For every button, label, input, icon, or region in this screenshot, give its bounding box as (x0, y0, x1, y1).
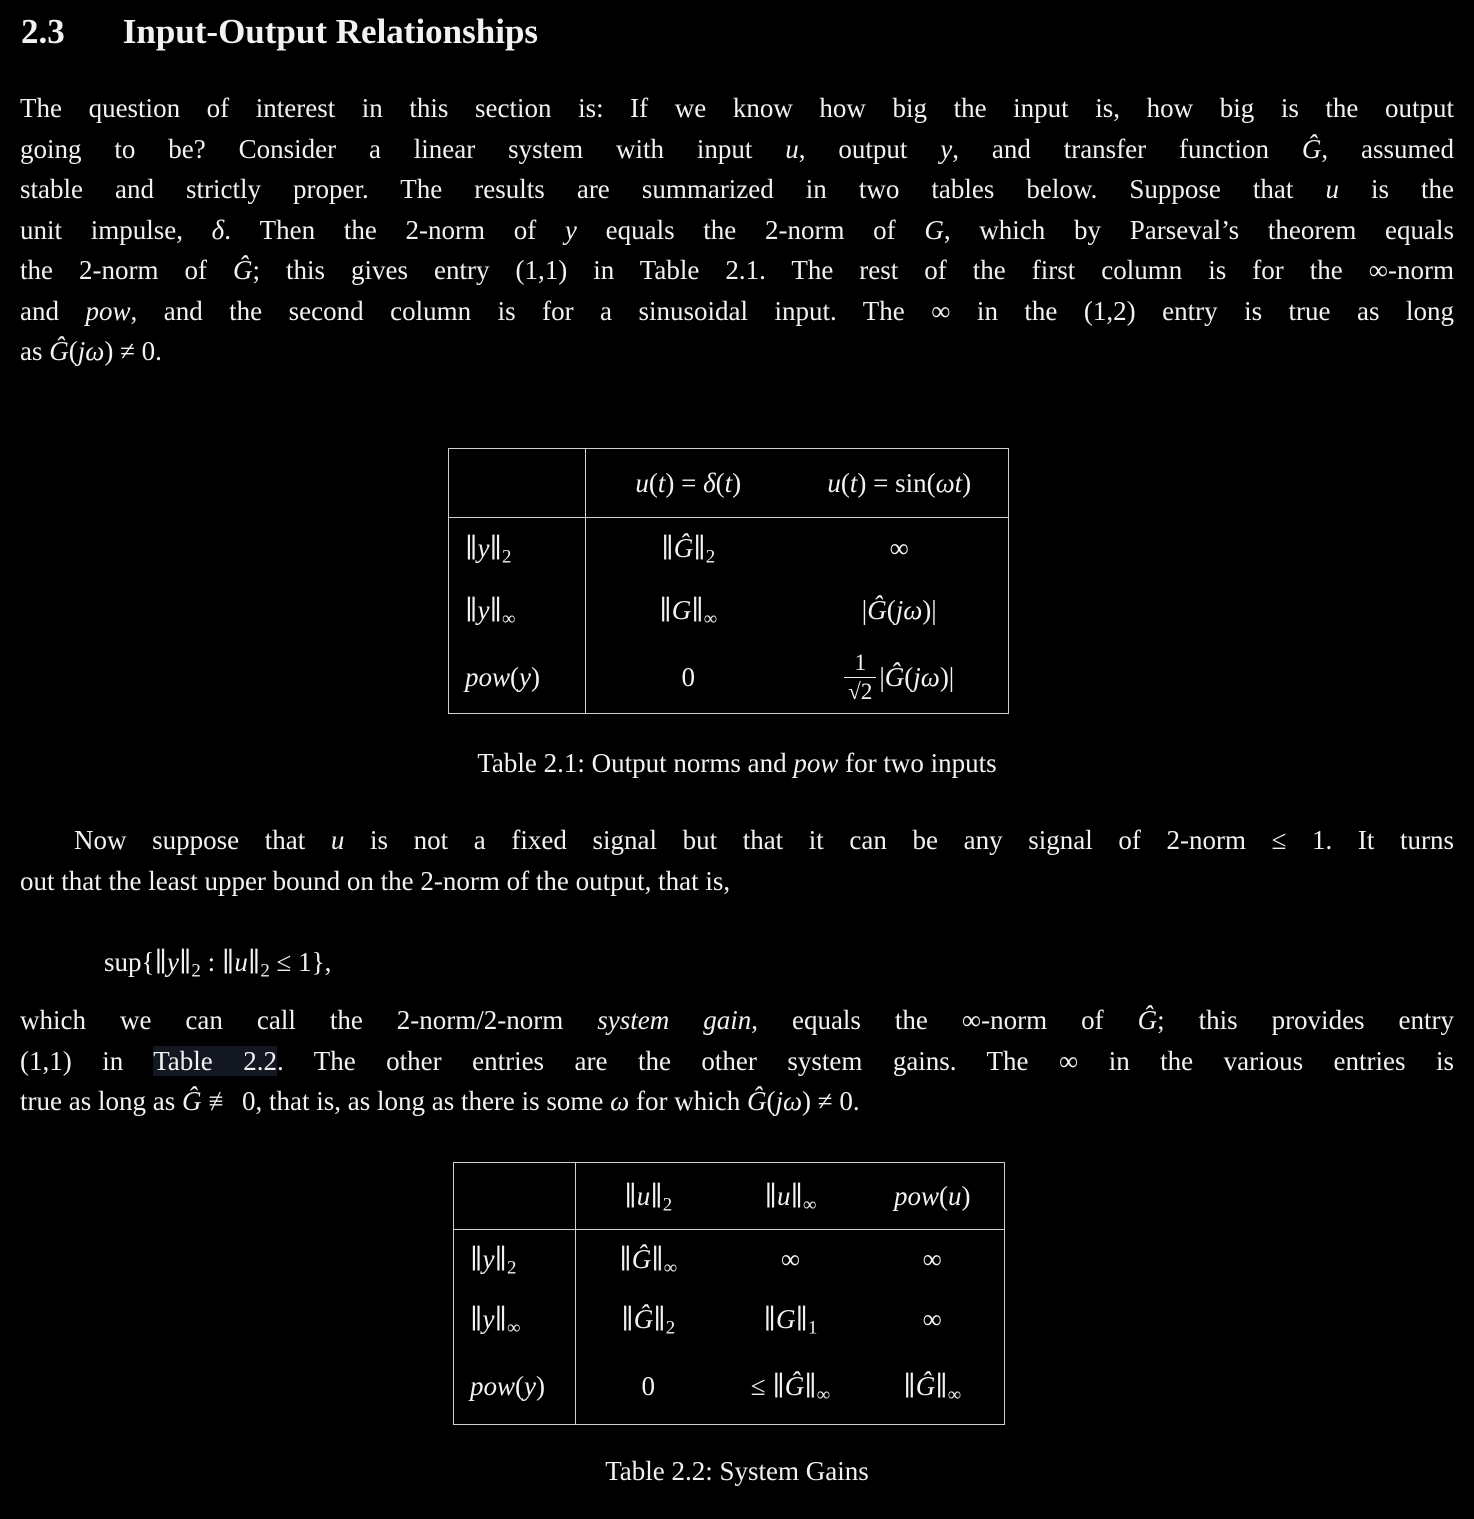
row-label: $\parallel y\parallel_\infty$ (449, 580, 586, 642)
paragraph-3 (20, 1000, 1454, 1122)
display-formula: $sup\{\parallel y\parallel_2$ : $\parallel u\parallel_2 \le 1$}, (104, 947, 332, 982)
text-line: going to be? Consider a linear system with input u, output y, and transfer function Ĝ, assumed (20, 133, 1454, 164)
value-cell: $\parallel Ĝ\parallel_2$ (661, 533, 716, 568)
value-cell: $\parallel Ĝ\parallel_\infty$ (619, 1244, 678, 1279)
fraction (844, 650, 876, 704)
section-heading (21, 12, 538, 52)
table-row (449, 580, 1009, 642)
table-2-1-caption: Table 2.1: Output norms and pow for two inputs (477, 748, 997, 778)
table-2-2-link[interactable]: Table 2.2 (153, 1045, 277, 1076)
table-2-1 (448, 448, 1009, 714)
value-cell: |Ĝ(jω)| (861, 595, 937, 625)
text-line: (1,1) in Table 2.2. The other entries are the other system gains. The ∞ in the various entries is (20, 1045, 1454, 1076)
value-cell: $\parallel G\parallel_1$ (763, 1304, 818, 1339)
table-row (454, 1290, 1005, 1350)
output-norms-table (448, 448, 1009, 714)
text-line: out that the least upper bound on the 2-norm of the output, that is, (20, 865, 731, 896)
paragraph-1 (20, 88, 1454, 372)
value-cell (791, 642, 1009, 714)
table-row (454, 1350, 1005, 1425)
table-row (449, 642, 1009, 714)
value-cell: ∞ (780, 1244, 801, 1275)
fraction-numerator: 1 (854, 650, 867, 676)
text-line: The question of interest in this section is: If we know how big the input is, how big is the output (20, 93, 1454, 123)
header-cell-u-2norm: $\parallel u\parallel_2$ (576, 1163, 721, 1230)
header-cell-pow-u: pow(u) (861, 1163, 1005, 1230)
value-cell: $\parallel Ĝ\parallel_2$ (621, 1304, 676, 1339)
value-cell: ∞ (889, 533, 909, 564)
header-cell-sine-input: u(t) = sin(ωt) (791, 449, 1009, 518)
text-line: unit impulse, δ. Then the 2-norm of y equals the 2-norm of G, which by Parseval’s theorem equals (20, 214, 1455, 245)
row-label: pow(y) (454, 1350, 576, 1425)
corner-cell (454, 1163, 576, 1230)
table-2-2 (453, 1162, 1005, 1425)
paragraph-2 (20, 820, 1454, 901)
header-cell-u-infnorm: $\parallel u\parallel_\infty$ (721, 1163, 861, 1230)
system-gains-table (453, 1162, 1005, 1425)
value-cell: ∞ (922, 1304, 942, 1334)
value-cell: 0 (681, 661, 695, 692)
text-line: the 2-norm of Ĝ; this gives entry (1,1) in Table 2.1. The rest of the first column is for the ∞-norm (20, 255, 1454, 285)
value-cell: $\parallel Ĝ\parallel_\infty$ (903, 1371, 962, 1406)
value-cell: $\parallel G\parallel_\infty$ (659, 595, 718, 630)
table-header-row (449, 449, 1009, 518)
table-row (454, 1230, 1005, 1290)
header-cell-impulse-input: u(t) = δ(t) (586, 449, 791, 518)
value-cell: ≤ $\parallel Ĝ\parallel_\infty$ (750, 1371, 831, 1406)
row-label: pow(y) (449, 642, 586, 714)
text-line: stable and strictly proper. The results are summarized in two tables below. Suppose that u is the (20, 174, 1454, 204)
text-line: Now suppose that u is not a fixed signal but that it can be any signal of 2-norm ≤ 1. It turns (74, 825, 1455, 855)
text-line: true as long as Ĝ ≢ 0, that is, as long as there is some ω for which Ĝ(jω) ≠ 0. (20, 1086, 860, 1116)
row-label: $\parallel y\parallel_2$ (454, 1230, 576, 1290)
fraction-denominator: √2 (844, 677, 876, 705)
section-number: 2.3 (21, 12, 65, 51)
corner-cell (449, 449, 586, 518)
row-label: $\parallel y\parallel_\infty$ (454, 1290, 576, 1350)
text-line: as Ĝ(jω) ≠ 0. (20, 336, 162, 366)
fraction-expression (799, 650, 1001, 704)
text-line: and pow, and the second column is for a sinusoidal input. The ∞ in the (1,2) entry is true as long (20, 295, 1454, 326)
row-label: $\parallel y\parallel_2$ (449, 518, 586, 580)
text-line: which we can call the 2-norm/2-norm system gain, equals the ∞-norm of Ĝ; this provides entry (20, 1005, 1455, 1035)
table-row (449, 518, 1009, 580)
table-header-row (454, 1163, 1005, 1230)
value-cell: ∞ (922, 1244, 942, 1275)
table-2-2-caption: Table 2.2: System Gains (605, 1456, 869, 1486)
value-cell: 0 (641, 1371, 655, 1402)
section-title: Input-Output Relationships (122, 12, 539, 51)
fraction-trailing-term: |Ĝ(jω)| (879, 661, 955, 692)
